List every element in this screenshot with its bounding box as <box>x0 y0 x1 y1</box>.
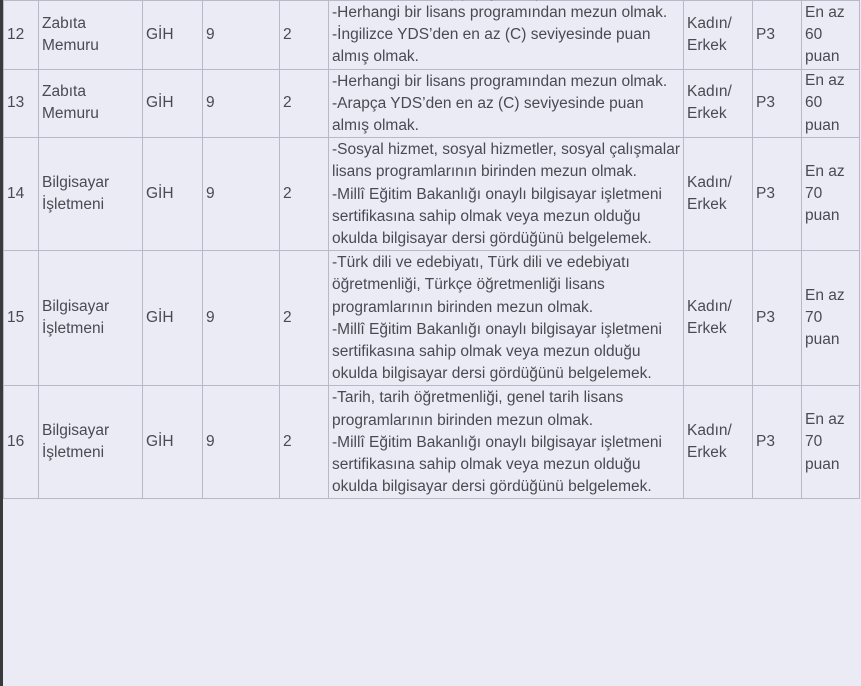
position-title-cell: Bilgisayar İşletmeni <box>39 386 143 499</box>
requirement-line: -Türk dili ve edebiyatı, Türk dili ve edebiyatı öğretmenliği, Türkçe öğretmenliği lisans programlarının birinden mezun olmak. <box>332 254 630 316</box>
requirements-cell <box>329 69 684 138</box>
minimum-score-cell: En az 70 puan <box>802 138 860 251</box>
minimum-score-cell: En az 60 puan <box>802 1 860 70</box>
kpss-type-cell: P3 <box>753 386 802 499</box>
requirement-line: -Herhangi bir lisans programından mezun olmak. <box>332 72 668 90</box>
row-number-cell: 13 <box>4 69 39 138</box>
class-code-cell: GİH <box>143 69 203 138</box>
requirement-line: -Sosyal hizmet, sosyal hizmetler, sosyal çalışmalar lisans programlarının birinden mezun olmak. <box>332 141 681 181</box>
requirement-line: -Arapça YDS’den en az (C) seviyesinde puan almış olmak. <box>332 94 644 135</box>
gender-cell: Kadın/ Erkek <box>684 386 753 499</box>
kpss-type-cell: P3 <box>753 69 802 138</box>
position-count-cell: 2 <box>280 251 329 386</box>
row-number-cell: 14 <box>4 138 39 251</box>
class-code-cell: GİH <box>143 386 203 499</box>
position-title-cell: Bilgisayar İşletmeni <box>39 138 143 251</box>
requirement-line: -Tarih, tarih öğretmenliği, genel tarih lisans programlarının birinden mezun olmak. <box>332 389 624 429</box>
position-count-cell: 2 <box>280 138 329 251</box>
minimum-score-cell: En az 70 puan <box>802 251 860 386</box>
position-count-cell: 2 <box>280 1 329 70</box>
class-code-cell: GİH <box>143 138 203 251</box>
gender-cell: Kadın/ Erkek <box>684 1 753 70</box>
table-body <box>4 0 860 499</box>
row-number-cell: 15 <box>4 251 39 386</box>
row-number-cell: 16 <box>4 386 39 499</box>
table-row <box>4 1 860 70</box>
requirement-line: -Millî Eğitim Bakanlığı onaylı bilgisayar işletmeni sertifikasına sahip olmak veya mezun olduğu okulda bilgisayar dersi gördüğünü belgelemek. <box>332 433 662 496</box>
requirement-line: -Herhangi bir lisans programından mezun olmak. <box>332 4 668 21</box>
degree-cell: 9 <box>203 386 280 499</box>
gender-cell: Kadın/ Erkek <box>684 251 753 386</box>
requirements-cell <box>329 138 684 251</box>
requirement-line: -Millî Eğitim Bakanlığı onaylı bilgisayar işletmeni sertifikasına sahip olmak veya mezun olduğu okulda bilgisayar dersi gördüğünü belgelemek. <box>332 320 662 383</box>
table-row <box>4 386 860 499</box>
class-code-cell: GİH <box>143 251 203 386</box>
minimum-score-cell: En az 60 puan <box>802 69 860 138</box>
degree-cell: 9 <box>203 1 280 70</box>
table-row <box>4 69 860 138</box>
position-count-cell: 2 <box>280 386 329 499</box>
class-code-cell: GİH <box>143 1 203 70</box>
position-title-cell: Bilgisayar İşletmeni <box>39 251 143 386</box>
kpss-type-cell: P3 <box>753 138 802 251</box>
requirements-cell <box>329 1 684 70</box>
degree-cell: 9 <box>203 69 280 138</box>
kpss-type-cell: P3 <box>753 251 802 386</box>
job-positions-table <box>3 0 860 499</box>
position-count-cell: 2 <box>280 69 329 138</box>
gender-cell: Kadın/ Erkek <box>684 138 753 251</box>
degree-cell: 9 <box>203 138 280 251</box>
gender-cell: Kadın/ Erkek <box>684 69 753 138</box>
kpss-type-cell: P3 <box>753 1 802 70</box>
requirement-line: -Millî Eğitim Bakanlığı onaylı bilgisayar işletmeni sertifikasına sahip olmak veya mezun olduğu okulda bilgisayar dersi gördüğünü belgelemek. <box>332 185 662 248</box>
table-row <box>4 251 860 386</box>
table-row <box>4 138 860 251</box>
degree-cell: 9 <box>203 251 280 386</box>
row-number-cell: 12 <box>4 1 39 70</box>
requirements-cell <box>329 251 684 386</box>
position-title-cell: Zabıta Memuru <box>39 1 143 70</box>
requirements-cell <box>329 386 684 499</box>
minimum-score-cell: En az 70 puan <box>802 386 860 499</box>
position-title-cell: Zabıta Memuru <box>39 69 143 138</box>
requirement-line: -İngilizce YDS’den en az (C) seviyesinde puan almış olmak. <box>332 26 651 66</box>
